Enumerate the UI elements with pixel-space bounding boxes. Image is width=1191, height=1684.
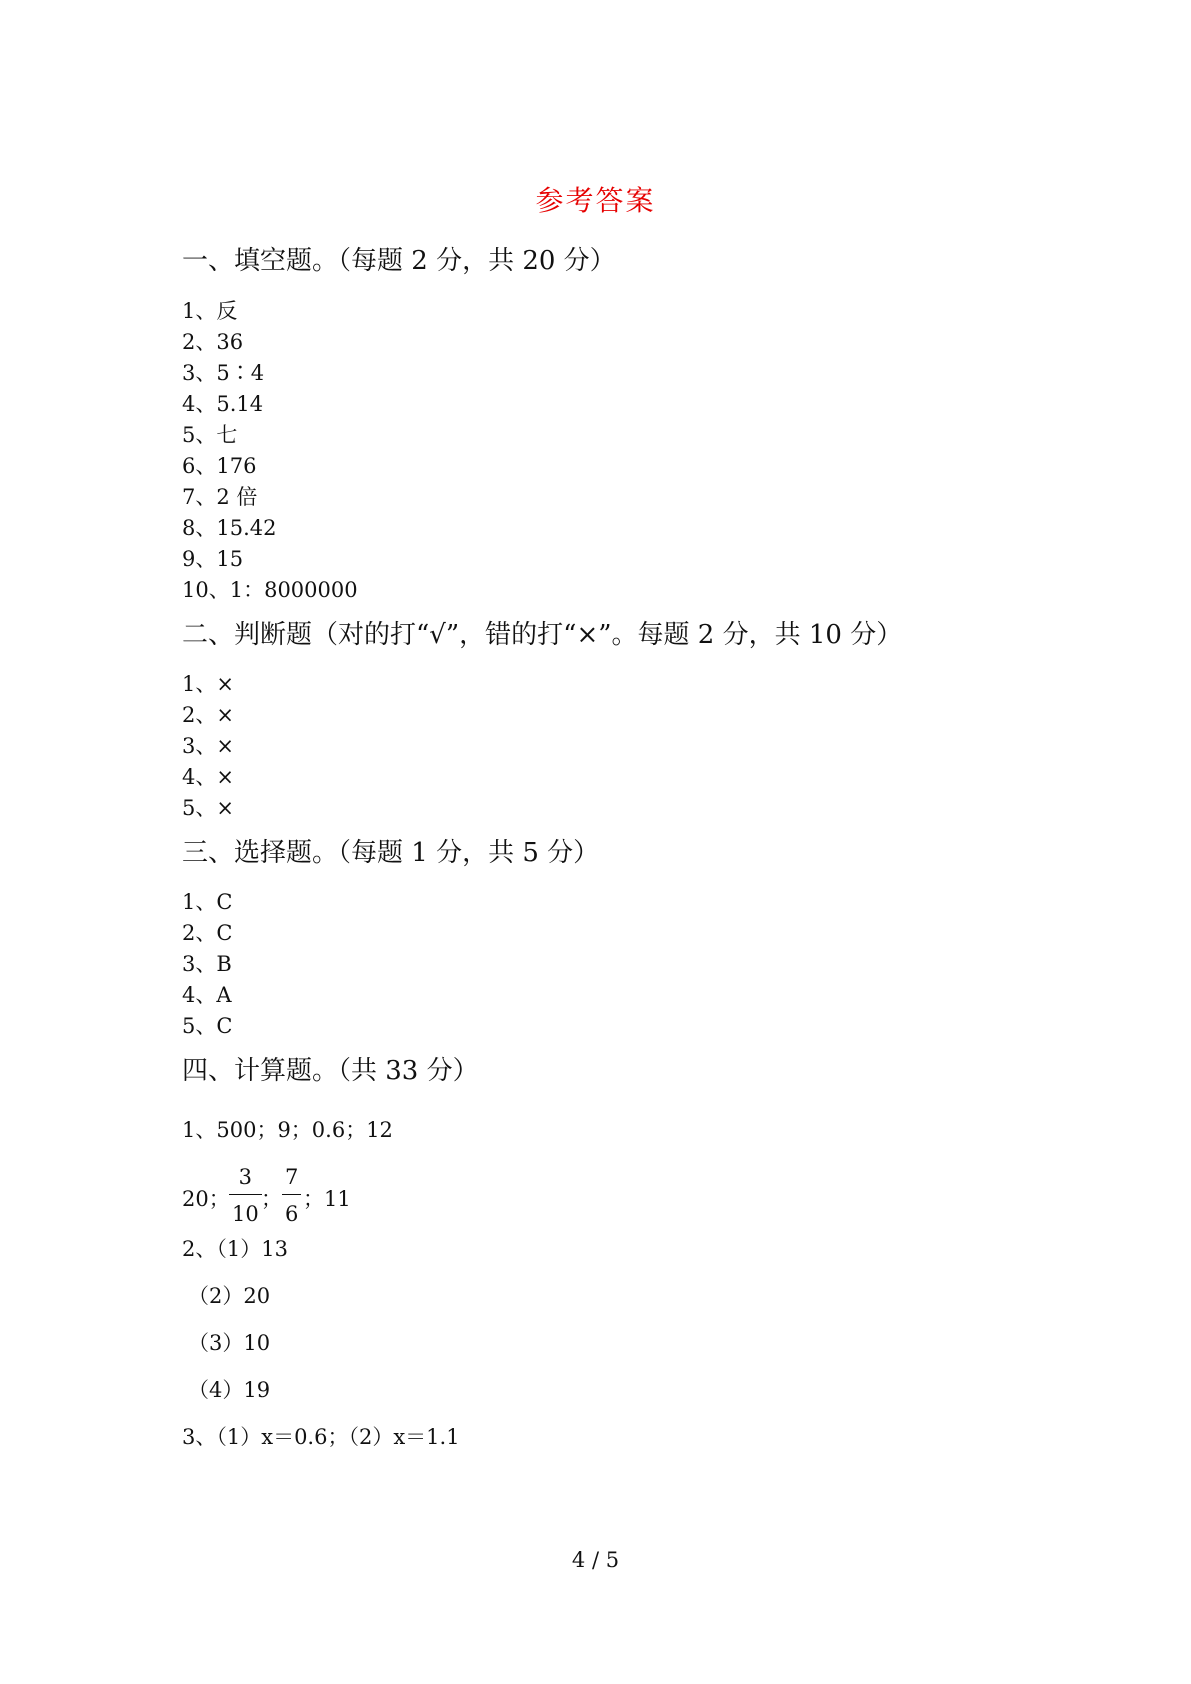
answer-item: 4、A [182, 983, 232, 1007]
answer-item: 7、2 倍 [182, 485, 258, 509]
page-title: 参考答案 [535, 184, 656, 217]
answer-segment: ；11 [303, 1187, 351, 1211]
fraction-bar [229, 1194, 262, 1195]
fraction-denominator: 10 [232, 1202, 259, 1226]
answer-item: 4、× [182, 765, 234, 789]
answer-item: 3、（1）x＝0.6；（2）x＝1.1 [182, 1425, 460, 1449]
page-number: 4 / 5 [571, 1548, 620, 1572]
answer-item: 2、C [182, 921, 233, 945]
answer-item: 10、1：8000000 [182, 578, 358, 602]
section-heading-calculation: 四、计算题。（共 33 分） [182, 1056, 479, 1086]
answer-item: 5、× [182, 796, 234, 820]
answer-item: 5、七 [182, 423, 238, 447]
answer-segment: 20； [182, 1187, 230, 1211]
section-heading-fill-in-blanks: 一、填空题。（每题 2 分，共 20 分） [182, 246, 616, 276]
fraction-numerator: 3 [238, 1165, 253, 1189]
answer-item: 2、36 [182, 330, 244, 354]
fraction [282, 1163, 301, 1228]
answer-subitem: （2）20 [188, 1284, 271, 1308]
answer-item: 2、× [182, 703, 234, 727]
answer-item: 8、15.42 [182, 516, 277, 540]
answer-segment: ； [261, 1187, 282, 1211]
answer-item: 1、500；9；0.6；12 [182, 1118, 393, 1142]
answer-item: 9、15 [182, 547, 244, 571]
answer-subitem: （3）10 [188, 1331, 271, 1355]
answer-item: 3、5∶4 [182, 361, 265, 385]
fraction-numerator: 7 [285, 1165, 299, 1189]
answer-subitem: （4）19 [188, 1378, 271, 1402]
fraction-bar [282, 1194, 301, 1195]
answer-item: 1、C [182, 890, 233, 914]
section-heading-true-false: 二、判断题（对的打“√”，错的打“×”。每题 2 分，共 10 分） [182, 620, 903, 650]
answer-item: 4、5.14 [182, 392, 264, 416]
answer-item: 5、C [182, 1014, 233, 1038]
fraction-denominator: 6 [285, 1202, 299, 1226]
section-heading-multiple-choice: 三、选择题。（每题 1 分，共 5 分） [182, 838, 600, 868]
fraction [229, 1163, 262, 1228]
answer-item: 2、（1）13 [182, 1237, 288, 1261]
answer-item: 6、176 [182, 454, 257, 478]
answer-item: 3、× [182, 734, 234, 758]
answer-item: 3、B [182, 952, 232, 976]
answer-item: 1、反 [182, 299, 238, 323]
answer-item: 1、× [182, 672, 234, 696]
